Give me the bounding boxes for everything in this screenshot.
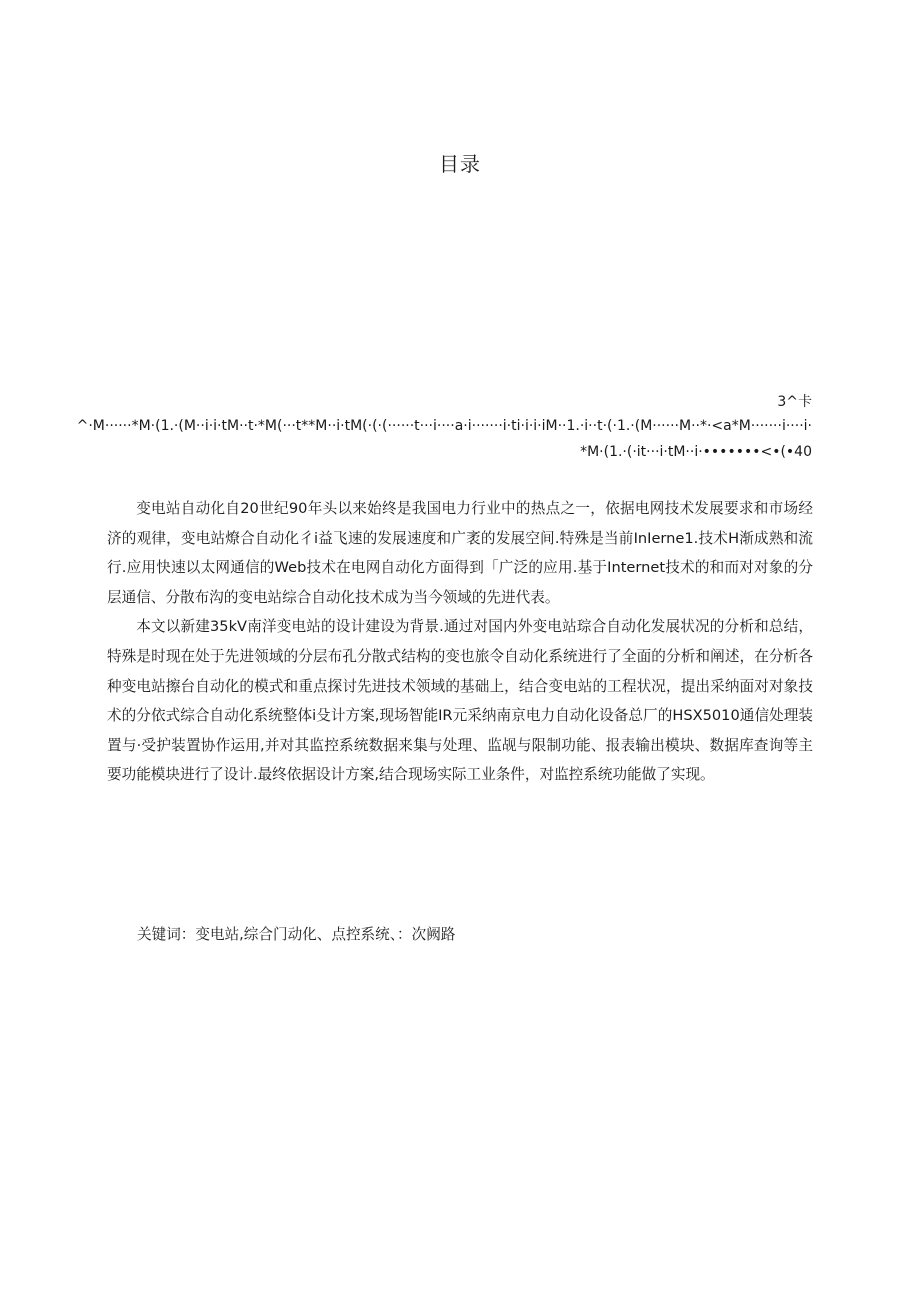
abstract-paragraph-2: 本文以新建35kV南洋变电站的设计建设为背景.通过对国内外变电站琮合自动化发展状况的分析和总结，特殊是时现在处于先进领域的分层布孔分散式结构的变也旅令自动化系统进行了全面的分析和阐述，在分析各种变电站擦台自动化的模式和重点探讨先进技术领域的基础上，结合变电站的工程状况，提出采纳面对对象技术的分依式综合自动化系统整体i殳计方案,现场智能IR元采纳南京电力自动化设备总厂的HSX5010通信处理装置与·受护装置协作运用,并对其监控系统数据来集与处理、监觇与限制功能、报表输出模块、数据库查询等主要功能模块进行了设计.最终依据设计方案,结合现场实际工业条件，对监控系统功能做了实现。: [107, 618, 813, 784]
garbled-line-3: *M·(1.·(·it···i·tM··i·•••••••<•(•40: [580, 444, 812, 460]
keywords-line: 关键词：变电站,综合门动化、点控系统、：次阙路: [137, 926, 456, 943]
garbled-line-2: ^·M······*M·(1.·(M··i·i·tM··t·*M(···t**M··i·tM(·(·(······t···i····a·i·······i·ti·i·i·iM··1.·i··t·(·1.·(M······M··*·<a*M·······i····i·: [76, 418, 812, 434]
abstract-paragraph-1: 变电站自动化自20世纪90年头以来始终是我国电力行业中的热点之一，依据电网技术发展要求和市场经济的观律，变电站燎合自动化彳i益飞速的发展速度和广袤的发展空间.特殊是当前InIerne1.技术H渐成熟和流行.应用快速以太网通信的Web技术在电网自动化方面得到「广泛的应用.基于Internet技术的和而对对象的分层通信、分散布沟的变电站综合自动化技术成为当今领域的先进代表。: [107, 500, 813, 606]
page-title: 目录: [439, 152, 481, 176]
garbled-line-1: 3^卡: [777, 394, 812, 410]
abstract-body: [107, 494, 813, 790]
